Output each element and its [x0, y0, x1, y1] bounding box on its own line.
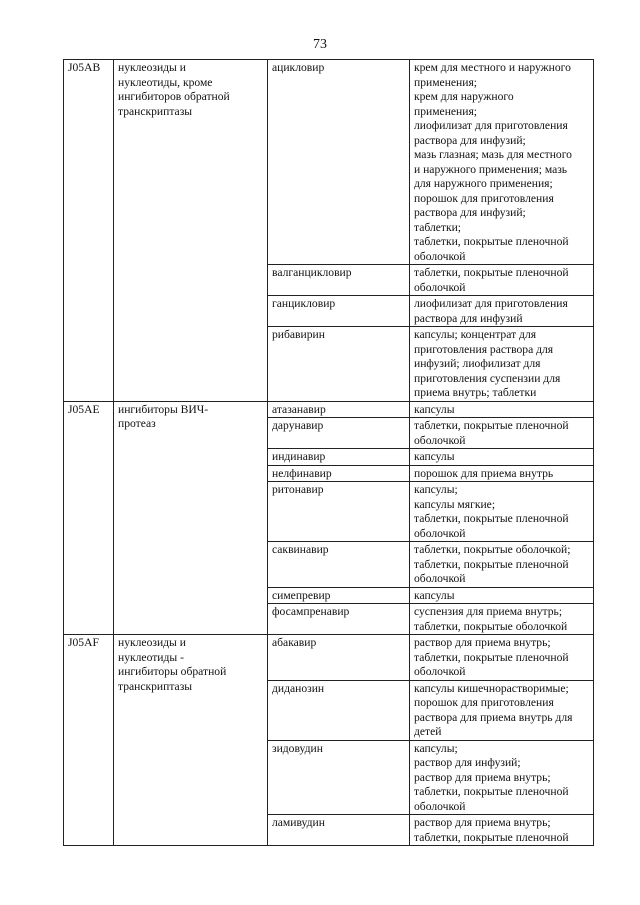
- table-row: [64, 60, 594, 265]
- dosage-form-cell: раствор для приема внутрь; таблетки, покрытые пленочной оболочкой: [410, 635, 594, 681]
- table-row: [64, 401, 594, 418]
- table-body: [64, 60, 594, 846]
- atc-group-name-cell: ингибиторы ВИЧ- протеаз: [114, 401, 268, 635]
- dosage-form-cell: таблетки, покрытые пленочной оболочкой: [410, 265, 594, 296]
- dosage-form-cell: лиофилизат для приготовления раствора для инфузий: [410, 296, 594, 327]
- dosage-form-cell: капсулы кишечнорастворимые; порошок для приготовления раствора для приема внутрь для детей: [410, 680, 594, 740]
- dosage-form-cell: капсулы; концентрат для приготовления раствора для инфузий; лиофилизат для приготовления суспензии для приема внутрь; таблетки: [410, 327, 594, 402]
- dosage-form-cell: суспензия для приема внутрь; таблетки, покрытые оболочкой: [410, 604, 594, 635]
- drug-table: [63, 59, 594, 846]
- dosage-form-cell: крем для местного и наружного применения; крем для наружного применения; лиофилизат для приготовления раствора для инфузий; мазь глазная; мазь для местного и наружного применения; мазь для наружного применения; порошок для приготовления раствора для инфузий; таблетки; таблетки, покрытые пленочной оболочкой: [410, 60, 594, 265]
- drug-name-cell: атазанавир: [268, 401, 410, 418]
- drug-name-cell: дарунавир: [268, 418, 410, 449]
- table-row: [64, 635, 594, 681]
- dosage-form-cell: капсулы: [410, 401, 594, 418]
- drug-name-cell: валганцикловир: [268, 265, 410, 296]
- drug-name-cell: симепревир: [268, 587, 410, 604]
- dosage-form-cell: порошок для приема внутрь: [410, 465, 594, 482]
- drug-name-cell: зидовудин: [268, 740, 410, 815]
- drug-name-cell: ламивудин: [268, 815, 410, 846]
- drug-name-cell: фосампренавир: [268, 604, 410, 635]
- drug-name-cell: нелфинавир: [268, 465, 410, 482]
- drug-name-cell: ацикловир: [268, 60, 410, 265]
- atc-code-cell: J05AE: [64, 401, 114, 635]
- drug-name-cell: ганцикловир: [268, 296, 410, 327]
- atc-group-name-cell: нуклеозиды и нуклеотиды - ингибиторы обратной транскриптазы: [114, 635, 268, 846]
- dosage-form-cell: таблетки, покрытые пленочной оболочкой: [410, 418, 594, 449]
- dosage-form-cell: капсулы; капсулы мягкие; таблетки, покрытые пленочной оболочкой: [410, 482, 594, 542]
- drug-name-cell: диданозин: [268, 680, 410, 740]
- dosage-form-cell: капсулы: [410, 449, 594, 466]
- atc-code-cell: J05AF: [64, 635, 114, 846]
- atc-code-cell: J05AB: [64, 60, 114, 402]
- page-number: 73: [313, 37, 327, 52]
- drug-name-cell: рибавирин: [268, 327, 410, 402]
- dosage-form-cell: капсулы; раствор для инфузий; раствор для приема внутрь; таблетки, покрытые пленочной оболочкой: [410, 740, 594, 815]
- drug-name-cell: ритонавир: [268, 482, 410, 542]
- dosage-form-cell: капсулы: [410, 587, 594, 604]
- atc-group-name-cell: нуклеозиды и нуклеотиды, кроме ингибиторов обратной транскриптазы: [114, 60, 268, 402]
- drug-name-cell: абакавир: [268, 635, 410, 681]
- dosage-form-cell: таблетки, покрытые оболочкой; таблетки, покрытые пленочной оболочкой: [410, 542, 594, 588]
- drug-name-cell: индинавир: [268, 449, 410, 466]
- dosage-form-cell: раствор для приема внутрь; таблетки, покрытые пленочной: [410, 815, 594, 846]
- drug-name-cell: саквинавир: [268, 542, 410, 588]
